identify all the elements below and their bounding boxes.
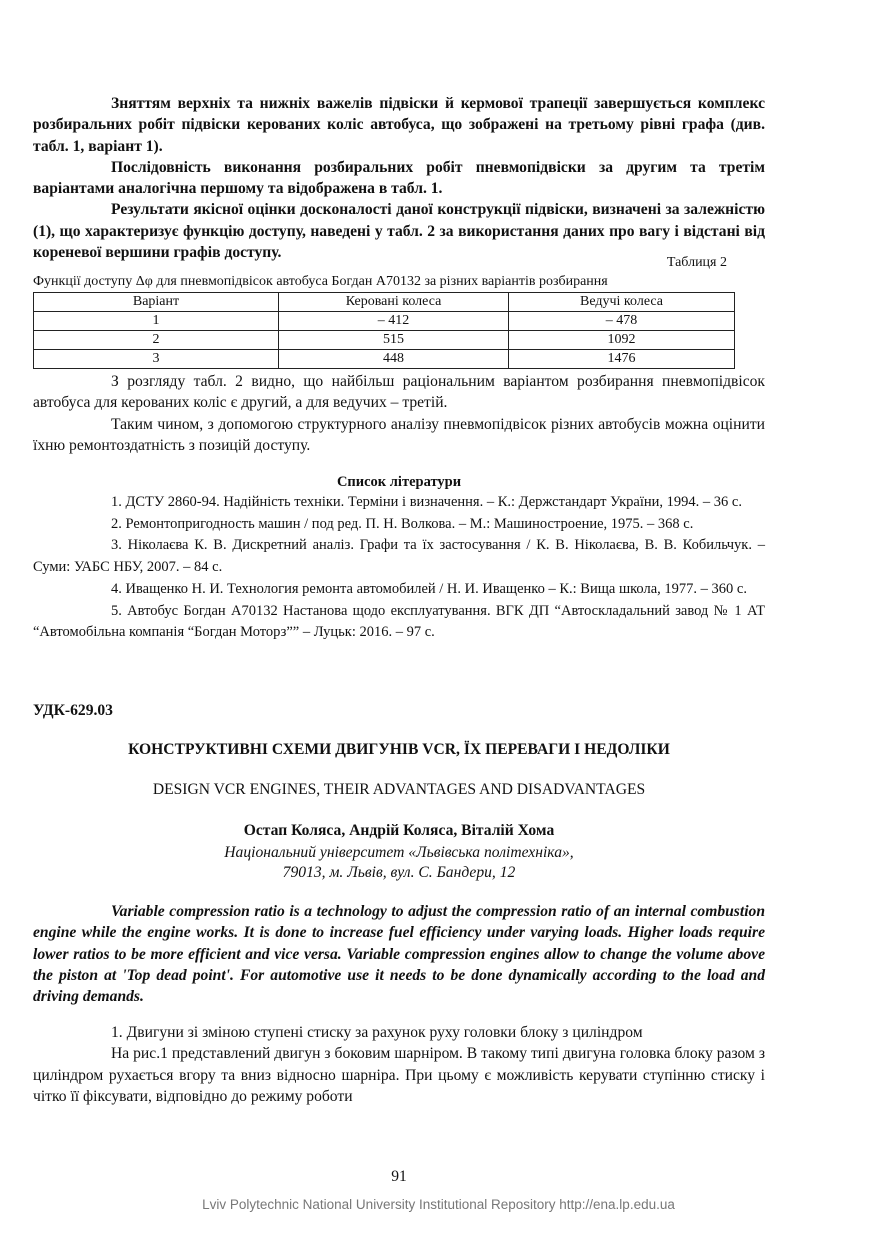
repository-footer: Lviv Polytechnic National University Institutional Repository http://ena.lp.edu.ua (202, 1197, 675, 1212)
cell: 1 (34, 312, 279, 331)
references-title: Список літератури (336, 474, 462, 490)
reference-item: 4. Иващенко Н. И. Технология ремонта автомобилей / Н. И. Иващенко – К.: Вища школа, 1977. – 360 с. (111, 580, 747, 597)
cell: 515 (279, 331, 509, 350)
cell: – 478 (509, 312, 735, 331)
reference-item: 5. Автобус Богдан А70132 Настанова щодо експлуатування. ВГК ДП “Автоскладальний завод № 1 АТ “Автомобільна компанія “Богдан Моторз”” – Луцьк: 2016. – 97 с. (33, 602, 765, 641)
conclusion-text (33, 371, 765, 456)
references-list (33, 492, 765, 644)
cell: 448 (279, 350, 509, 369)
section-1 (33, 1022, 765, 1107)
paragraph: Результати якісної оцінки досконалості даної конструкції підвіски, визначені за залежністю (1), що характеризує функцію доступу, наведені у табл. 2 за використання даних про вагу і відстані від кореневої вершини графів доступу. (33, 201, 765, 262)
abstract (33, 901, 765, 1007)
affiliation: Національний університет «Львівська політехніка», (224, 844, 574, 861)
header-cell: Ведучі колеса (509, 293, 735, 312)
article-title-uk: КОНСТРУКТИВНІ СХЕМИ ДВИГУНІВ VCR, ЇХ ПЕРЕВАГИ І НЕДОЛІКИ (128, 741, 670, 758)
table-caption: Функції доступу Δφ для пневмопідвісок автобуса Богдан А70132 за різних варіантів розбирання (33, 274, 608, 289)
paragraph: Таким чином, з допомогою структурного аналізу пневмопідвісок різних автобусів можна оцінити їхню ремонтоздатність з позицій доступу. (33, 415, 765, 454)
article-title-en: DESIGN VCR ENGINES, THEIR ADVANTAGES AND DISADVANTAGES (152, 781, 646, 798)
reference-item: 3. Ніколаєва К. В. Дискретний аналіз. Графи та їх застосування / К. В. Ніколаєва, В. В. Кобильчук. – Суми: УАБС НБУ, 2007. – 84 с. (33, 537, 765, 576)
table-header-row (34, 293, 735, 312)
udk-code: УДК-629.03 (33, 702, 113, 719)
cell: 1092 (509, 331, 735, 350)
cell: 1476 (509, 350, 735, 369)
access-function-table (33, 292, 735, 369)
table-row (34, 350, 735, 369)
table-row (34, 312, 735, 331)
paragraph: З розгляду табл. 2 видно, що найбільш раціональним варіантом розбирання пневмопідвісок автобуса для керованих коліс є другий, а для ведучих – третій. (33, 373, 765, 412)
cell: – 412 (279, 312, 509, 331)
section-heading: 1. Двигуни зі зміною ступені стиску за рахунок руху головки блоку з циліндром (111, 1024, 643, 1041)
paragraph: Послідовність виконання розбиральних робіт пневмопідвіски за другим та третім варіантами аналогічна першому та відображена в табл. 1. (33, 158, 765, 198)
paragraph: Зняттям верхніх та нижніх важелів підвіски й кермової трапеції завершується комплекс розбиральних робіт підвіски керованих коліс автобуса, що зображені на третьому рівні графа (див. табл. 1, варіант 1). (33, 95, 765, 155)
header-cell: Керовані колеса (279, 293, 509, 312)
cell: 2 (34, 331, 279, 350)
cell: 3 (34, 350, 279, 369)
table-row (34, 331, 735, 350)
reference-item: 1. ДСТУ 2860-94. Надійність техніки. Терміни і визначення. – К.: Держстандарт України, 1994. – 36 с. (111, 494, 742, 510)
header-cell: Варіант (34, 293, 279, 312)
paragraph: На рис.1 представлений двигун з боковим шарніром. В такому типі двигуна головка блоку разом з циліндром рухається вгору та вниз відносно шарніра. При цьому є можливість керувати ступінню стиску і чітко її фіксувати, відповідно до режиму роботи (33, 1045, 765, 1105)
reference-item: 2. Ремонтопригодность машин / под ред. П. Н. Волкова. – М.: Машиностроение, 1975. – 368 с. (111, 515, 694, 532)
page-number: 91 (391, 1168, 407, 1185)
abstract-text: Variable compression ratio is a technology to adjust the compression ratio of an internal combustion engine while the engine works. It is done to increase fuel efficiency under varying loads. Higher loads require lower ratios to be more efficient and vice versa. Variable compression engines allow to change the volume above the piston at 'Top dead point'. For automotive use it needs to be done dynamically according to the load and driving demands. (33, 903, 765, 1006)
intro-text (33, 93, 765, 263)
address: 79013, м. Львів, вул. С. Бандери, 12 (282, 864, 516, 881)
authors: Остап Коляса, Андрій Коляса, Віталій Хома (243, 822, 555, 839)
table-label: Таблиця 2 (666, 255, 727, 270)
